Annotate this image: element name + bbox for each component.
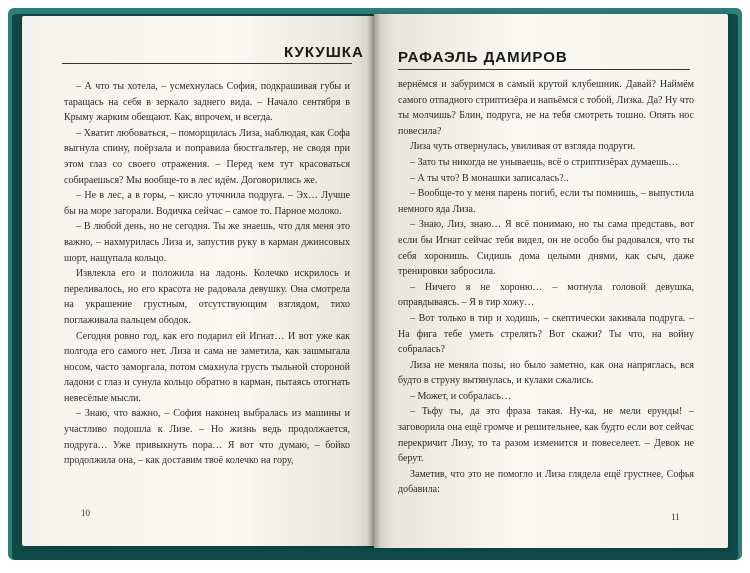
right-paragraph-4: – Вообще-то у меня парень погиб, если ты помнишь, – выпустила немного яда Лиза. — [398, 188, 694, 215]
left-page-number: 10 — [81, 508, 90, 518]
right-paragraph-2: – Зато ты никогда не унываешь, всё о стриптизёрах думаешь… — [410, 156, 679, 168]
right-paragraph-3: – А ты что? В монашки записалась?.. — [410, 172, 569, 184]
right-page-number: 11 — [671, 512, 680, 522]
book-spine-shadow — [367, 14, 381, 548]
right-paragraph-5: – Знаю, Лиз, знаю… Я всё понимаю, но ты сама представь, вот если бы Игнат сейчас тебя видел, он не особо бы радовался, что ты себя хоронишь. Сидишь дома целыми днями, как сыч, даже тренировки забросила. — [398, 219, 694, 278]
left-paragraph-1: – А что ты хотела, – усмехнулась София, подкрашивая губы и таращась на себя в зеркало заднего вида. – Начало сентября в Крыму жарким обещают. Как, впрочем, и всегда. — [64, 81, 350, 124]
right-running-head: РАФАЭЛЬ ДАМИРОВ — [398, 49, 568, 66]
right-page-text — [398, 77, 694, 498]
left-paragraph-6: Сегодня ровно год, как его подарил ей Игнат… И вот уже как полгода его самого нет. Лиза и сама не заметила, как зашмыгала носом, часто заморгала, потом смахнула грусть тыльной стороной ладони с глаз и сунула кольцо обратно в карман, пытаясь отогнать невесёлые мысли. — [64, 330, 350, 404]
right-header-rule — [398, 69, 690, 70]
right-paragraph-1: Лиза чуть отвернулась, увиливая от взгляда подруги. — [410, 141, 636, 153]
right-paragraph-11: Заметив, что это не помогло и Лиза глядела ещё грустнее, Софья добавила: — [398, 468, 694, 496]
right-paragraph-6: – Ничего я не хороню… – мотнула головой девушка, оправдываясь. – Я в тир хожу… — [398, 281, 694, 309]
left-paragraph-7: – Знаю, что важно, – София наконец выбралась из машины и участливо подошла к Лизе. – Но жизнь ведь продолжается, подруга… Уже привыкнуть пора… Я вот что думаю, – бойко продолжила она, – как доставим твоё колечко на гору, — [64, 408, 350, 467]
right-paragraph-8: Лиза не меняла позы, но было заметно, как она напряглась, вся будто в струну вытянулась, и кулаки сжались. — [398, 359, 694, 387]
right-paragraph-continued: вернёмся и забуримся в самый крутой клубешник. Давай? Наймём самого отпадного стриптизёра и напьёмся с тобой, Лизка. Да? Ну что ты молчишь? Блин, подруга, не на тебя смотреть тошно. Опять нос повесила? — [398, 79, 694, 137]
left-paragraph-4: – В любой день, но не сегодня. Ты же знаешь, что для меня это важно, – нахмурилась Лиза и, запустив руку в карман джинсовых шорт, нащупала кольцо. — [64, 221, 350, 264]
left-paragraph-5: Извлекла его и положила на ладонь. Колечко искрилось и переливалось, но его красота не радовала девушку. Она смотрела на украшение грустным, отсутствующим взглядом, тихо поглаживала пальцем ободок. — [64, 268, 350, 326]
left-paragraph-2: – Хватит любоваться, – поморщилась Лиза, наблюдая, как Софа выгнула спину, поёрзала и поправила бюстгальтер, не сводя при этом глаз со своего отражения. – Перед кем тут красоваться собираешься? Мы вообще-то в лес идём. Договорились же. — [64, 127, 350, 186]
left-header-rule — [62, 63, 352, 64]
right-paragraph-10: – Тьфу ты, да это фраза такая. Ну-ка, не мели ерунды! – заговорила она ещё громче и решительнее, как будто если вот сейчас перекричит Лизу, то та разом изменится и повеселеет. – Девок не берут. — [398, 406, 694, 465]
right-paragraph-7: – Вот только в тир и ходишь, – скептически закивала подруга. – На фига тебе уметь стрелять? Вот скажи? Ты что, на войну собралась? — [398, 312, 694, 356]
left-paragraph-3: – Не в лес, а в горы, – кисло уточнила подруга. – Эх… Лучше бы на море загорали. Водичка сейчас – самое то. Парное молоко. — [64, 190, 350, 217]
left-page-text — [64, 79, 350, 469]
left-running-head: КУКУШКА — [284, 44, 364, 61]
right-paragraph-9: – Может, и собралась… — [410, 390, 512, 402]
